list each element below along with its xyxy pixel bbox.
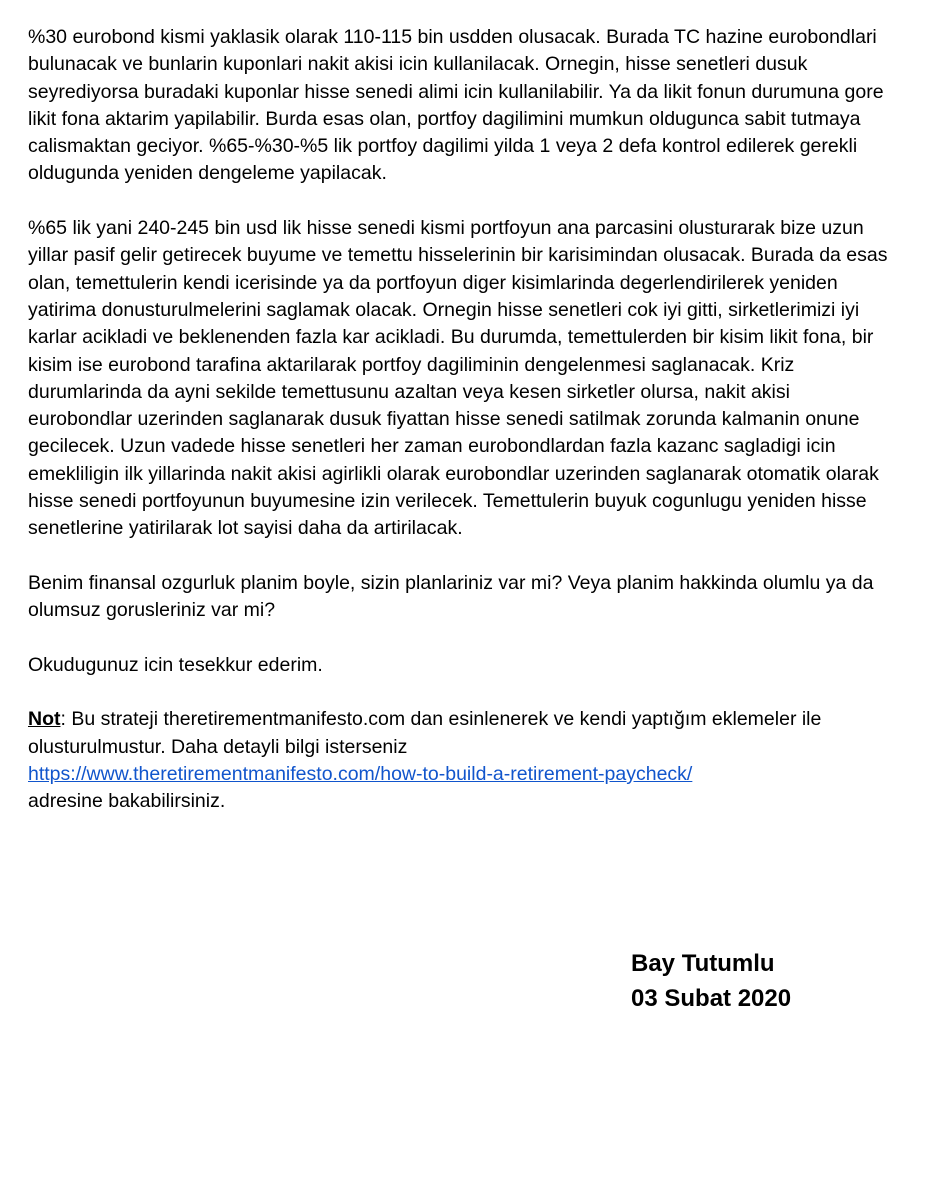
- signature-name: Bay Tutumlu: [631, 950, 775, 977]
- document-body: [28, 24, 898, 843]
- paragraph-thanks: Okudugunuz icin tesekkur ederim.: [28, 653, 323, 676]
- signature-block: [631, 946, 791, 1016]
- paragraph-eurobond: %30 eurobond kismi yaklasik olarak 110-115 bin usdden olusacak. Burada TC hazine eurobondlari bulunacak ve bunlarin kuponlari nakit akisi icin kullanilacak. Ornegin, hisse senetleri dusuk seyrediyorsa buradaki kuponlar hisse senedi alimi icin kullanilabilir. Ya da likit fonun durumuna gore likit fona aktarim yapilabilir. Burda esas olan, portfoy dagilimini mumkun oldugunca sabit tutmaya calismaktan geciyor. %65-%30-%5 lik portfoy dagilimi yilda 1 veya 2 defa kontrol edilerek gerekli oldugunda yeniden dengeleme yapilacak.: [28, 26, 884, 185]
- note-after-link: adresine bakabilirsiniz.: [28, 790, 226, 813]
- note-paragraph: [28, 706, 898, 815]
- note-text: : Bu strateji theretirementmanifesto.com dan esinlenerek ve kendi yaptığım eklemeler ile olusturulmustur. Daha detayli bilgi isterseniz: [28, 708, 822, 758]
- source-link[interactable]: https://www.theretirementmanifesto.com/how-to-build-a-retirement-paycheck/: [28, 763, 693, 786]
- signature-date: 03 Subat 2020: [631, 985, 792, 1012]
- note-label: Not: [28, 708, 61, 731]
- paragraph-question: Benim finansal ozgurluk planim boyle, sizin planlariniz var mi? Veya planim hakkinda olumlu ya da olumsuz gorusleriniz var mi?: [28, 571, 874, 622]
- paragraph-stocks: %65 lik yani 240-245 bin usd lik hisse senedi kismi portfoyun ana parcasini olusturarak bize uzun yillar pasif gelir getirecek buyume ve temettu hisselerinin bir karisimindan olusacak. Burada da esas olan, temettulerin kendi icerisinde ya da portfoyun diger kisimlarinda degerlendirilerek yeniden yatirima donusturulmelerini saglamak olacak. Ornegin hisse senetleri cok iyi gitti, sirketlerimizi iyi karlar acikladi ve beklenenden fazla kar acikladi. Bu durumda, temettulerden bir kisim likit fona, bir kisim ise eurobond tarafina aktarilarak portfoy dagiliminin dengelenmesi saglanacak. Kriz durumlarinda da ayni sekilde temettusunu azaltan veya kesen sirketler olursa, nakit akisi eurobondlar uzerinden saglanarak dusuk fiyattan hisse senedi satilmak zorunda kalmanin onune gecilecek. Uzun vadede hisse senetleri her zaman eurobondlardan fazla kazanc sagladigi icin emekliligin ilk yillarinda nakit akisi agirlikli olarak eurobondlar uzerinden saglanarak otomatik olarak hisse senedi portfoyunun buyumesine izin verilecek. Temettulerin buyuk cogunlugu yeniden hisse senetlerine yatirilarak lot sayisi daha da artirilacak.: [28, 217, 888, 540]
